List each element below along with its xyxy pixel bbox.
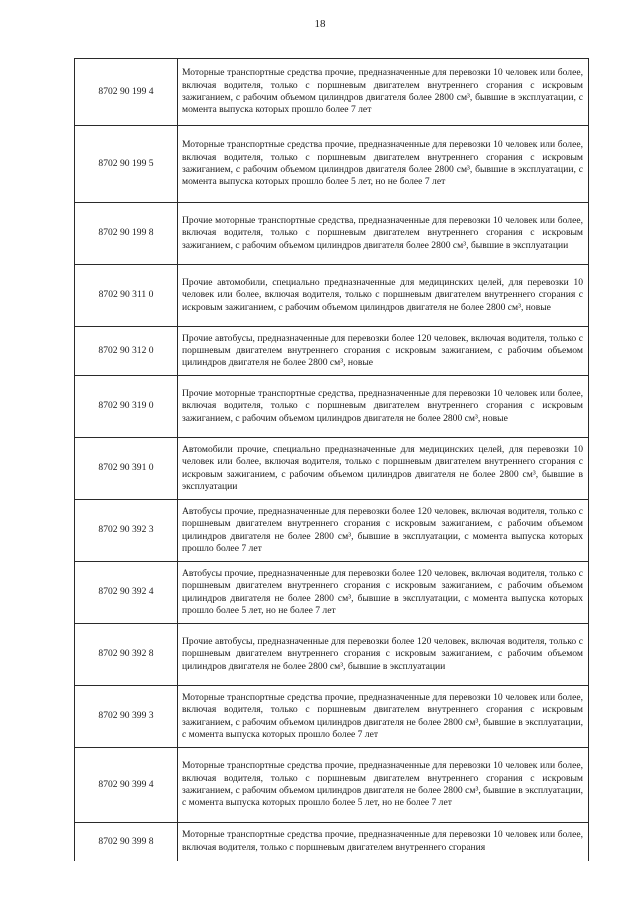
- goods-description: Автобусы прочие, предназначенные для перевозки более 120 человек, включая водителя, только с поршневым двигателем внутреннего сгорания с искровым зажиганием, с рабочим объемом цилиндров двигателя не более 2800 см³, бывшие в эксплуатации, с момента выпуска которых прошло более 7 лет: [178, 500, 589, 562]
- tariff-code: 8702 90 399 3: [75, 686, 178, 748]
- goods-description: Прочие автомобили, специально предназначенные для медицинских целей, для перевозки 10 человек или более, включая водителя, только с поршневым двигателем внутреннего сгорания с искровым зажиганием, с рабочим объемом цилиндров двигателя не более 2800 см³, новые: [178, 265, 589, 327]
- goods-description: Моторные транспортные средства прочие, предназначенные для перевозки 10 человек или более, включая водителя, только с поршневым двигателем внутреннего сгорания с искровым зажиганием, с рабочим объемом цилиндров двигателя более 2800 см³, бывшие в эксплуатации, с момента выпуска которых прошло более 5 лет, но не более 7 лет: [178, 126, 589, 203]
- tariff-code: 8702 90 199 8: [75, 203, 178, 265]
- table-row: [75, 748, 589, 823]
- table-row: [75, 203, 589, 265]
- tariff-code: 8702 90 312 0: [75, 327, 178, 376]
- goods-description: Автобусы прочие, предназначенные для перевозки более 120 человек, включая водителя, только с поршневым двигателем внутреннего сгорания с искровым зажиганием, с рабочим объемом цилиндров двигателя не более 2800 см³, бывшие в эксплуатации, с момента выпуска которых прошло более 5 лет, но не более 7 лет: [178, 562, 589, 624]
- table-row: [75, 59, 589, 126]
- tariff-code: 8702 90 199 4: [75, 59, 178, 126]
- table-row: [75, 823, 589, 861]
- table-row: [75, 265, 589, 327]
- tariff-code-table: [74, 58, 589, 861]
- goods-description: Моторные транспортные средства прочие, предназначенные для перевозки 10 человек или более, включая водителя, только с поршневым двигателем внутреннего сгорания с искровым зажиганием, с рабочим объемом цилиндров двигателя не более 2800 см³, бывшие в эксплуатации, с момента выпуска которых прошло более 7 лет: [178, 686, 589, 748]
- table-row: [75, 624, 589, 686]
- table-row: [75, 562, 589, 624]
- table-row: [75, 500, 589, 562]
- goods-description: Моторные транспортные средства прочие, предназначенные для перевозки 10 человек или более, включая водителя, только с поршневым двигателем внутреннего сгорания с искровым зажиганием, с рабочим объемом цилиндров двигателя более 2800 см³, бывшие в эксплуатации, с момента выпуска которых прошло более 7 лет: [178, 59, 589, 126]
- goods-description: Прочие моторные транспортные средства, предназначенные для перевозки 10 человек или более, включая водителя, только с поршневым двигателем внутреннего сгорания с искровым зажиганием, с рабочим объемом цилиндров двигателя более 2800 см³, бывшие в эксплуатации: [178, 203, 589, 265]
- tariff-code: 8702 90 399 4: [75, 748, 178, 823]
- goods-description: Моторные транспортные средства прочие, предназначенные для перевозки 10 человек или более, включая водителя, только с поршневым двигателем внутреннего сгорания с искровым зажиганием, с рабочим объемом цилиндров двигателя не более 2800 см³, бывшие в эксплуатации, с момента выпуска которых прошло более 5 лет, но не более 7 лет: [178, 748, 589, 823]
- tariff-code: 8702 90 392 3: [75, 500, 178, 562]
- goods-description: Автомобили прочие, специально предназначенные для медицинских целей, для перевозки 10 человек или более, включая водителя, только с поршневым двигателем внутреннего сгорания с искровым зажиганием, с рабочим объемом цилиндров двигателя не более 2800 см³, бывшие в эксплуатации: [178, 438, 589, 500]
- goods-description: Прочие автобусы, предназначенные для перевозки более 120 человек, включая водителя, только с поршневым двигателем внутреннего сгорания с искровым зажиганием, с рабочим объемом цилиндров двигателя не более 2800 см³, бывшие в эксплуатации: [178, 624, 589, 686]
- tariff-code: 8702 90 199 5: [75, 126, 178, 203]
- goods-description: Моторные транспортные средства прочие, предназначенные для перевозки 10 человек или более, включая водителя, только с поршневым двигателем внутреннего сгорания: [178, 823, 589, 861]
- tariff-code: 8702 90 319 0: [75, 376, 178, 438]
- table-row: [75, 327, 589, 376]
- tariff-code: 8702 90 392 8: [75, 624, 178, 686]
- tariff-code: 8702 90 311 0: [75, 265, 178, 327]
- tariff-code: 8702 90 392 4: [75, 562, 178, 624]
- goods-description: Прочие автобусы, предназначенные для перевозки более 120 человек, включая водителя, только с поршневым двигателем внутреннего сгорания с искровым зажиганием, с рабочим объемом цилиндров двигателя не более 2800 см³, новые: [178, 327, 589, 376]
- table-row: [75, 686, 589, 748]
- table-row: [75, 126, 589, 203]
- goods-description: Прочие моторные транспортные средства, предназначенные для перевозки 10 человек или более, включая водителя, только с поршневым двигателем внутреннего сгорания с искровым зажиганием, с рабочим объемом цилиндров двигателя не более 2800 см³, новые: [178, 376, 589, 438]
- table-row: [75, 438, 589, 500]
- page-number: 18: [314, 18, 326, 30]
- table-row: [75, 376, 589, 438]
- tariff-code: 8702 90 391 0: [75, 438, 178, 500]
- tariff-code: 8702 90 399 8: [75, 823, 178, 861]
